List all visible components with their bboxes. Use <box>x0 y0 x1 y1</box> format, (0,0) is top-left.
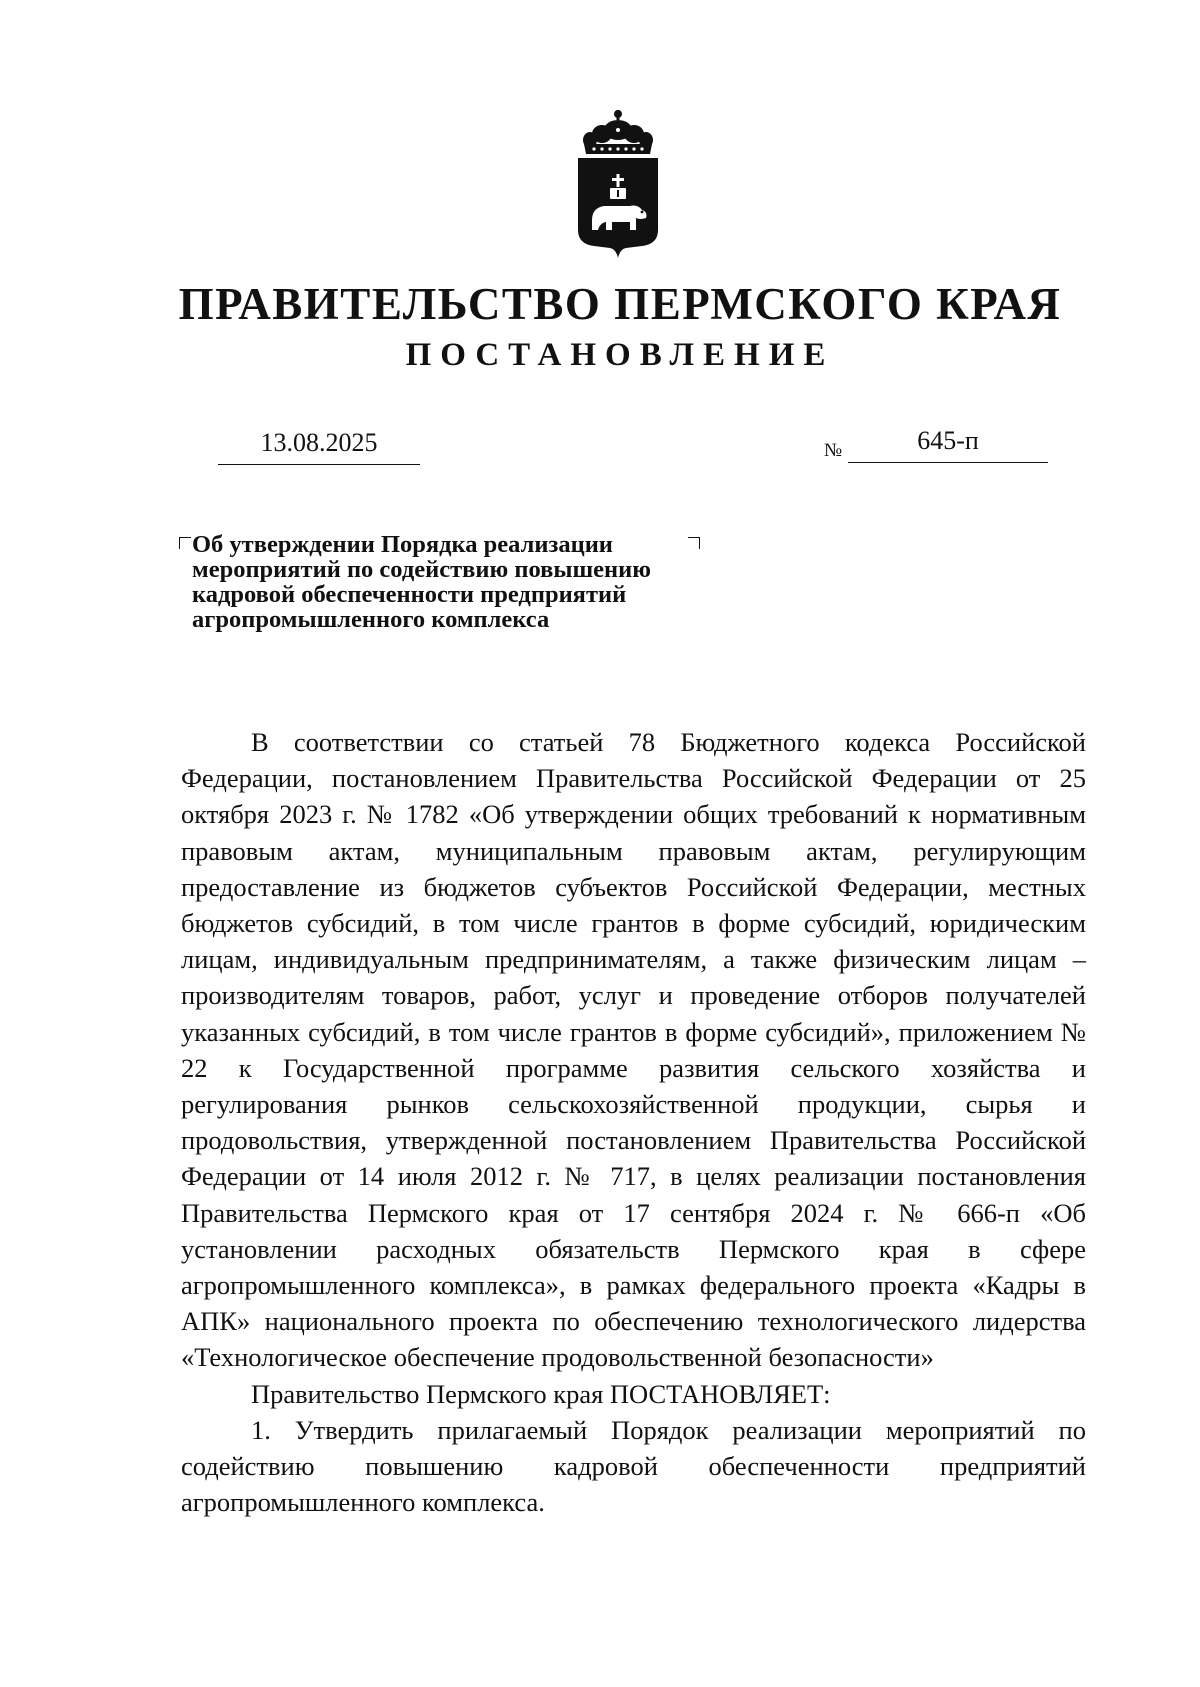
subject-line: агропромышленного комплекса <box>192 606 550 633</box>
document-body <box>181 724 1086 1520</box>
subject-line: Об утверждении Порядка реализации <box>192 531 613 558</box>
date-field <box>218 424 420 465</box>
preamble-paragraph: В соответствии со статьей 78 Бюджетного кодекса Российской Федерации, постановлением Правительства Российской Федерации от 25 октября 2023 г. № 1782 «Об утверждении общих требований к нормативным правовым актам, муниципальным правовым актам, регулирующим предоставление из бюджетов субъектов Российской Федерации, местных бюджетов субсидий, в том числе грантов в форме субсидий, юридическим лицам, индивидуальным предпринимателям, а также физическим лицам – производителям товаров, работ, услуг и проведение отборов получателей указанных субсидий, в том числе грантов в форме субсидий», приложением № 22 к Государственной программе развития сельского хозяйства и регулирования рынков сельскохозяйственной продукции, сырья и продовольствия, утвержденной постановлением Правительства Российской Федерации от 14 июля 2012 г. № 717, в целях реализации постановления Правительства Пермского края от 17 сентября 2024 г. № 666-п «Об установлении расходных обязательств Пермского края в сфере агропромышленного комплекса», в рамках федерального проекта «Кадры в АПК» национального проекта по обеспечению технологического лидерства «Технологическое обеспечение продовольственной безопасности» <box>181 727 1086 1373</box>
subject-line: мероприятий по содействию повышению <box>192 556 651 583</box>
document-date: 13.08.2025 <box>260 428 378 457</box>
perm-krai-coat-of-arms-icon <box>572 108 664 262</box>
organization-title: ПРАВИТЕЛЬСТВО ПЕРМСКОГО КРАЯ <box>178 279 1062 329</box>
document-number: 645-п <box>917 426 979 455</box>
subject-line: кадровой обеспеченности предприятий <box>192 581 627 608</box>
number-field <box>848 420 1048 463</box>
number-sign: № <box>824 440 843 461</box>
document-type-heading: ПОСТАНОВЛЕНИЕ <box>405 337 835 373</box>
document-subject <box>192 532 752 632</box>
item-1-paragraph: 1. Утвердить прилагаемый Порядок реализации мероприятий по содействию повышению кадровой обеспеченности предприятий агропромышленного комплекса. <box>181 1414 1086 1518</box>
subject-corner-left <box>179 537 191 549</box>
resolves-paragraph: Правительство Пермского края ПОСТАНОВЛЯЕТ: <box>251 1378 831 1409</box>
